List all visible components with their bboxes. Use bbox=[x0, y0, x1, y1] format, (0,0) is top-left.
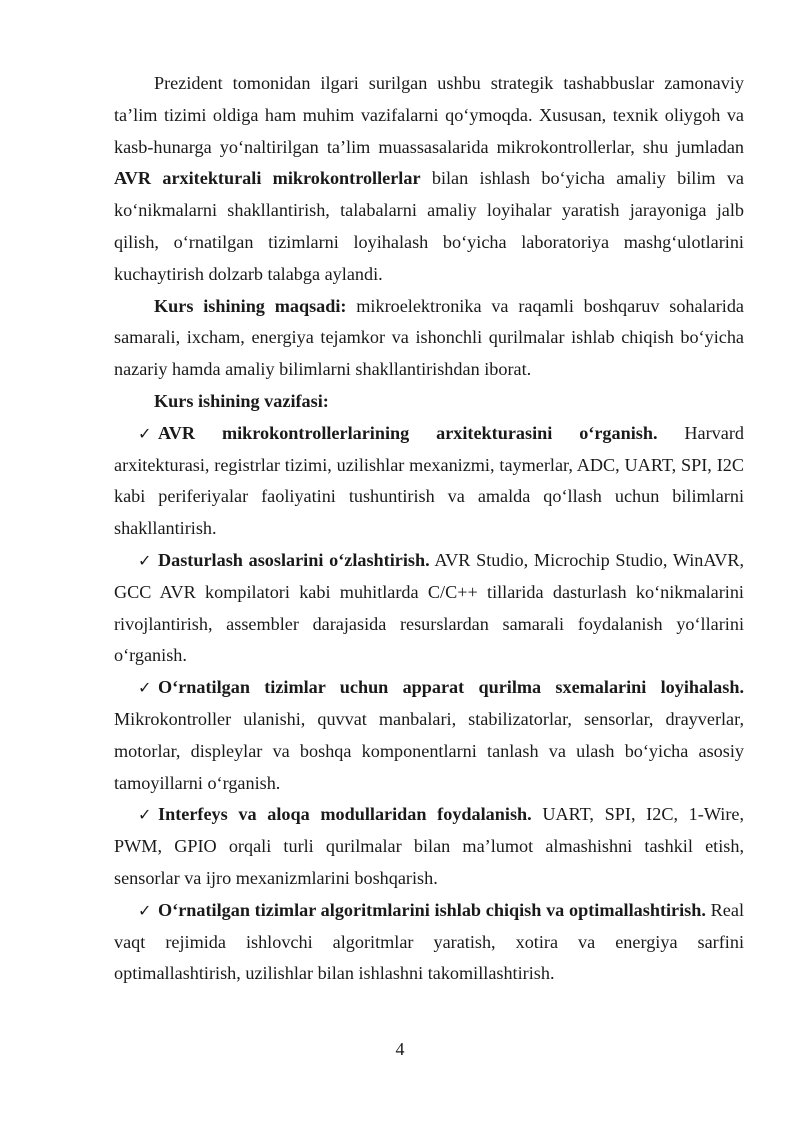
intro-text-2: bilan ishlash bo‘yicha amaliy bilim va ko‘nikmalarni shakllantirish, talabalarni amaliy loyihalar yaratish jarayoniga jalb qilish, o‘rnatilgan tizimlarni loyihalash bo‘yicha laboratoriya mashg‘ulotlarini kuchaytirish dolzarb talabga aylandi. bbox=[114, 168, 744, 284]
page-number: 4 bbox=[395, 1039, 405, 1059]
task-text: Real vaqt rejimida ishlovchi algoritmlar yaratish, xotira va energiya sarfini optimallashtirish, uzilishlar bilan ishlashni takomillashtirish. bbox=[114, 899, 744, 984]
check-icon: ✓ bbox=[138, 805, 152, 825]
task-text: AVR Studio, Microchip Studio, WinAVR, GCC AVR kompilatori kabi muhitlarda C/C++ tillarida dasturlash ko‘nikmalarini rivojlantirish, assembler darajasida resurslardan samarali foydalanish yo‘llarini o‘rganish. bbox=[114, 549, 745, 666]
task-text: Harvard arxitekturasi, registrlar tizimi, uzilishlar mexanizmi, taymerlar, ADC, UART, SPI, I2C kabi periferiyalar faoliyatini tushuntirish va amalda qo‘llash uchun bilimlarni shakllantirish. bbox=[114, 422, 744, 539]
task-text: UART, SPI, I2C, 1-Wire, PWM, GPIO orqali turli qurilmalar bilan ma’lumot almashishni tashkil etish, sensorlar va ijro mexanizmlarini boshqarish. bbox=[114, 804, 744, 888]
task-title: O‘rnatilgan tizimlar uchun apparat qurilma sxemalarini loyihalash. bbox=[158, 677, 744, 698]
task-item-4 bbox=[114, 799, 744, 894]
task-title: O‘rnatilgan tizimlar algoritmlarini ishlab chiqish va optimallashtirish. bbox=[158, 899, 706, 920]
task-title: AVR mikrokontrollerlarining arxitekturasini o‘rganish. bbox=[158, 422, 658, 443]
intro-bold-text: AVR arxitekturali mikrokontrollerlar bbox=[114, 168, 421, 189]
task-text: Mikrokontroller ulanishi, quvvat manbalari, stabilizatorlar, sensorlar, drayverlar, motorlar, displeylar va boshqa komponentlarni tanlash va ulash bo‘yicha asosiy tamoyillarni o‘rganish. bbox=[114, 708, 744, 793]
goal-paragraph bbox=[114, 291, 744, 386]
task-item-2 bbox=[114, 545, 744, 672]
task-item-1 bbox=[114, 418, 744, 545]
intro-text-1: Prezident tomonidan ilgari surilgan ushbu strategik tashabbuslar zamonaviy ta’lim tizimi oldiga ham muhim vazifalarni qo‘ymoqda. Xususan, texnik oliygoh va kasb-hunarga yo‘naltirilgan ta’lim muassasalarida mikrokontrollerlar, shu jumladan bbox=[114, 73, 744, 157]
task-item-5 bbox=[114, 895, 744, 990]
goal-label: Kurs ishining maqsadi: bbox=[154, 295, 347, 316]
task-title: Interfeys va aloqa modullaridan foydalanish. bbox=[158, 804, 532, 825]
check-icon: ✓ bbox=[138, 900, 152, 920]
check-icon: ✓ bbox=[138, 678, 152, 698]
task-item-3 bbox=[114, 672, 744, 799]
goal-text: mikroelektronika va raqamli boshqaruv sohalarida samarali, ixcham, energiya tejamkor va ishonchli qurilmalar ishlab chiqish bo‘yicha nazariy hamda amaliy bilimlarni shakllantirishdan iborat. bbox=[114, 295, 744, 380]
check-icon: ✓ bbox=[138, 423, 152, 443]
check-icon: ✓ bbox=[138, 550, 152, 570]
tasks-heading: Kurs ishining vazifasi: bbox=[154, 390, 329, 411]
intro-paragraph bbox=[114, 68, 744, 291]
task-title: Dasturlash asoslarini o‘zlashtirish. bbox=[158, 549, 430, 570]
